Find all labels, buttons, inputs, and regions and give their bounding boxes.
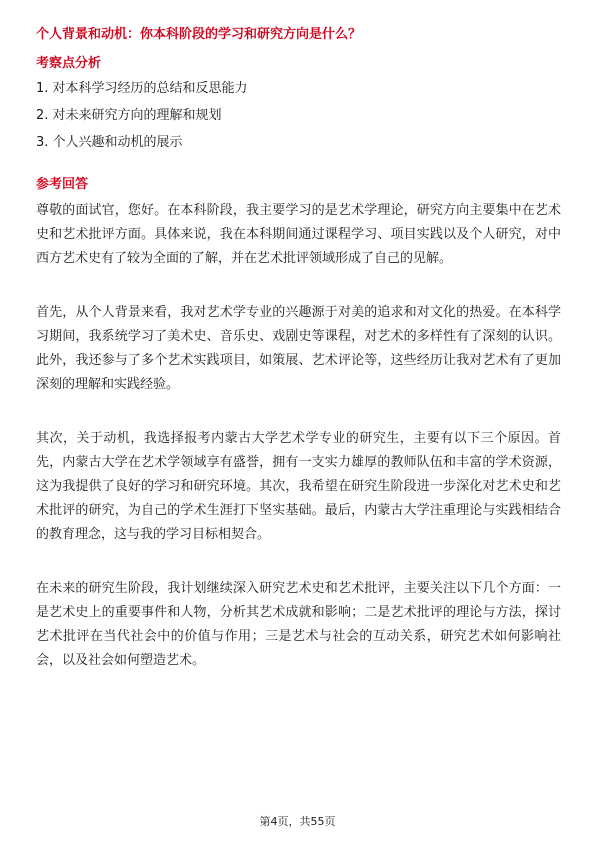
answer-heading: 参考回答 <box>36 177 89 192</box>
analysis-point: 1. 对本科学习经历的总结和反思能力 <box>36 81 248 96</box>
analysis-point-list <box>36 80 561 161</box>
answer-paragraph: 在未来的研究生阶段，我计划继续深入研究艺术史和艺术批评，主要关注以下几个方面：一是艺术史上的重要事件和人物，分析其艺术成就和影响；二是艺术批评的理论与方法，探讨艺术批评在当代社会中的价值与作用；三是艺术与社会的互动关系，研究艺术如何影响社会，以及社会如何塑造艺术。 <box>36 581 561 668</box>
question-title: 个人背景和动机：你本科阶段的学习和研究方向是什么？ <box>36 27 362 42</box>
analysis-heading: 考察点分析 <box>36 56 102 71</box>
answer-paragraph: 其次，关于动机，我选择报考内蒙古大学艺术学专业的研究生，主要有以下三个原因。首先，内蒙古大学在艺术学领域享有盛誉，拥有一支实力雄厚的教师队伍和丰富的学术资源，这为我提供了良好的学习和研究环境。其次，我希望在研究生阶段进一步深化对艺术史和艺术批评的研究，为自己的学术生涯打下坚实基础。最后，内蒙古大学注重理论与实践相结合的教育理念，这与我的学习目标相契合。 <box>36 431 561 542</box>
answer-paragraph: 尊敬的面试官，您好。在本科阶段，我主要学习的是艺术学理论，研究方向主要集中在艺术史和艺术批评方面。具体来说，我在本科期间通过课程学习、项目实践以及个人研究，对中西方艺术史有了较为全面的了解，并在艺术批评领域形成了自己的见解。 <box>36 203 561 266</box>
analysis-point: 2. 对未来研究方向的理解和规划 <box>36 108 222 123</box>
analysis-point: 3. 个人兴趣和动机的展示 <box>36 135 183 150</box>
answer-paragraph: 首先，从个人背景来看，我对艺术学专业的兴趣源于对美的追求和对文化的热爱。在本科学习期间，我系统学习了美术史、音乐史、戏剧史等课程，对艺术的多样性有了深刻的认识。此外，我还参与了多个艺术实践项目，如策展、艺术评论等，这些经历让我对艺术有了更加深刻的理解和实践经验。 <box>36 305 561 392</box>
page-number: 第4页，共55页 <box>259 815 336 828</box>
answer-body <box>36 199 561 703</box>
